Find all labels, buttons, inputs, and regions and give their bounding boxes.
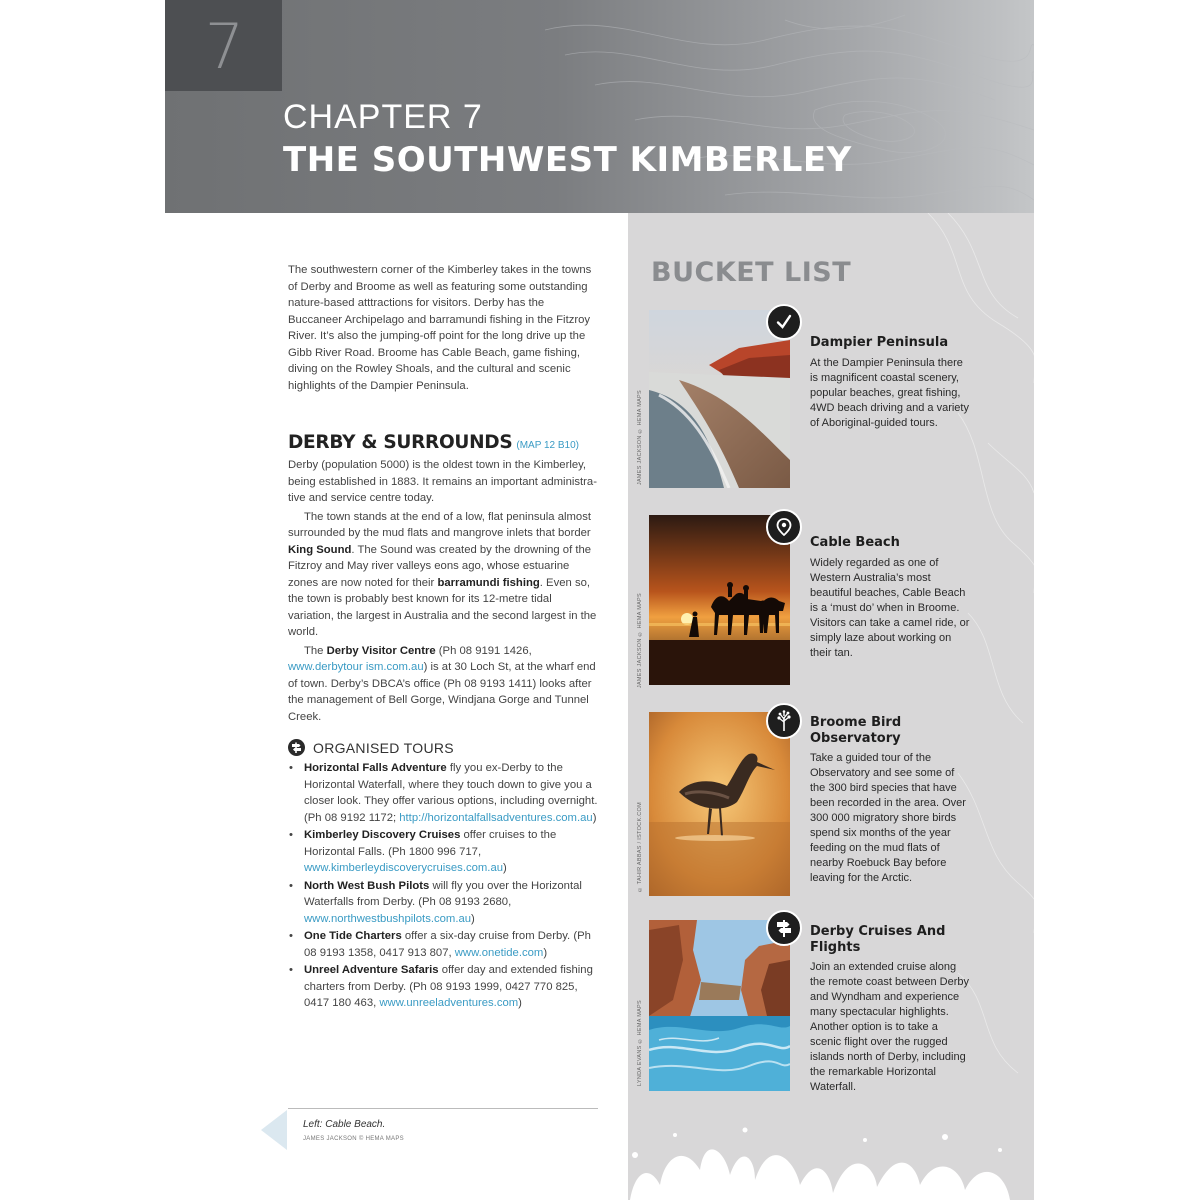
tour-link[interactable]: http://horizontalfallsadventures.com.au (399, 811, 593, 824)
caption-arrow-icon (261, 1110, 287, 1150)
tour-name: North West Bush Pilots (304, 879, 430, 892)
bold-term-king-sound: King Sound (288, 543, 352, 556)
tour-text: fly you ex-Derby to the Horizontal Waterfall, where they touch down to give you a closer look. They offer various options, including overnight. (Ph 08 9192 1172; (304, 762, 598, 824)
list-item (288, 878, 600, 928)
section-title: DERBY & SURROUNDS (288, 432, 513, 453)
check-icon (766, 304, 802, 340)
bucket-item-text (810, 335, 970, 431)
tours-title: ORGANISED TOURS (313, 739, 454, 756)
tour-link[interactable]: www.onetide.com (454, 946, 544, 959)
text-run: . The Sound was created by the drowning of the Fitzroy and May river valleys eons ago, whose estuarine zones are now noted for their (288, 543, 592, 589)
photo-credit: JAMES JACKSON © HEMA MAPS (303, 1136, 404, 1142)
book-page (165, 0, 1034, 1200)
bucket-item-title: Dampier Peninsula (810, 335, 949, 350)
bucket-item-title: Broome Bird Observatory (810, 715, 902, 746)
bucket-item-cable-beach (637, 515, 1034, 689)
bucket-item-text (810, 715, 970, 886)
tour-text: offer a six-day cruise from Derby. (Ph 08 9193 1358, 0417 913 807, (304, 930, 591, 959)
dampier-photo (649, 310, 790, 488)
tour-text: will fly you over the Horizontal Waterfalls from Derby. (Ph 08 9193 2680, (304, 879, 582, 908)
bucket-item-text (810, 924, 970, 1095)
tour-name: Kimberley Discovery Cruises (304, 829, 461, 841)
cable-beach-photo (649, 515, 790, 685)
bucket-item-bird-observatory (637, 712, 1034, 897)
bird-photo (649, 712, 790, 896)
bucket-item-derby-cruises (637, 920, 1034, 1093)
text-run: . Even so, the town is probably best known for its 12-metre tidal variation, the largest in Australia and the second largest in the world. (288, 576, 597, 638)
tour-text-end: ) (543, 946, 548, 959)
map-reference: (MAP 12 B10) (516, 440, 580, 451)
bucket-item-description: Join an extended cruise along the remote coast between Derby and Wyndham and experience many spectacular highlights. Another option is to take a scenic flight over the rugged islands north of Derby, including the remarkable Horizontal Waterfall. (810, 961, 969, 1093)
tour-name: Horizontal Falls Adventure (304, 762, 447, 774)
visitor-centre-link[interactable]: www.derbytour ism.com.au (288, 661, 424, 673)
tour-link[interactable]: www.kimberleydiscoverycruises.com.au (304, 862, 504, 874)
text-run: ) is at 30 Loch St, at the wharf end of town. Derby’s DBCA’s office (Ph 08 9193 1411) looks after the management of Bell Gorge, Windjana Gorge and Tunnel Creek. (288, 661, 596, 723)
bucket-item-description: Take a guided tour of the Observatory and see some of the 300 bird species that have been recorded in the area. Over 300 000 migratory shore birds spend six months of the year feeding on the mud flats of nearby Roebuck Bay before leaving for the Arctic. (810, 752, 966, 884)
tour-text: offer day and extended fishing charters from Derby. (Ph 08 9193 1999, 0427 770 825, 0417 180 463, (304, 964, 593, 1009)
location-pin-icon (766, 509, 802, 545)
tour-text-end: ) (503, 862, 507, 874)
signpost-icon (288, 739, 305, 756)
bucket-item-dampier (637, 310, 1034, 490)
tour-name: One Tide Charters (304, 930, 402, 942)
bucket-list-sidebar (628, 213, 1034, 1200)
bucket-item-title: Cable Beach (810, 535, 900, 550)
chapter-number: 7 (204, 10, 243, 83)
tour-link[interactable]: www.unreeladventures.com (379, 997, 519, 1009)
ink-splash-decoration (605, 1075, 1034, 1200)
tour-link[interactable]: www.northwestbushpilots.com.au (304, 912, 472, 925)
tour-text: offer cruises to the Horizontal Falls. (Ph 1800 996 717, (304, 829, 557, 858)
tour-text-end: ) (518, 997, 522, 1009)
chapter-header (165, 0, 1034, 213)
text-run: The town stands at the end of a low, flat peninsula almost surrounded by the mud flats and mangrove inlets that border (288, 510, 591, 539)
bucket-list-title: BUCKET LIST (651, 257, 852, 288)
caption-divider (288, 1108, 598, 1109)
tour-name: Unreel Adventure Safaris (304, 964, 439, 976)
list-item (288, 962, 600, 1012)
list-item (288, 760, 600, 826)
chapter-number-box (165, 0, 282, 91)
tours-list (288, 760, 600, 1012)
tour-text-end: ) (471, 912, 475, 925)
body-paragraph-2 (288, 509, 600, 641)
bucket-item-text (810, 535, 970, 661)
photo-credit: JAMES JACKSON © HEMA MAPS (637, 390, 643, 486)
body-paragraph-3 (288, 643, 600, 726)
photo-credit: JAMES JACKSON © HEMA MAPS (637, 593, 643, 689)
bucket-item-description: At the Dampier Peninsula there is magnificent coastal scenery, popular beaches, great fishing, 4WD beach driving and a variety of Aboriginal-guided tours. (810, 356, 969, 429)
chapter-title: THE SOUTHWEST KIMBERLEY (283, 140, 852, 180)
tours-heading (288, 739, 600, 756)
derby-cruises-photo (649, 920, 790, 1091)
list-item (288, 827, 600, 877)
main-column (288, 262, 600, 1013)
section-heading (288, 432, 600, 453)
bold-term-visitor-centre: Derby Visitor Centre (326, 644, 436, 657)
photo-credit: © TAHIR ABBAS / ISTOCK.COM (637, 802, 643, 893)
bucket-item-description: Widely regarded as one of Western Australia’s most beautiful beaches, Cable Beach is a ‘must do’ when in Broome. Visitors can take a camel ride, or simply laze about working on their tan. (810, 556, 970, 659)
tour-text-end: ) (592, 811, 597, 824)
photo-caption: Left: Cable Beach. (303, 1119, 386, 1130)
text-run: (Ph 08 9191 1426, (435, 644, 532, 657)
text-run: The (304, 644, 327, 657)
list-item (288, 928, 600, 961)
signpost-icon (766, 910, 802, 946)
tree-icon (766, 703, 802, 739)
intro-paragraph: The southwestern corner of the Kimberley takes in the towns of Derby and Broome as well as featuring some outstanding nature-based atttractions for visitors. Derby has the Buccaneer Archipelago and barramundi fishing in the Fitzroy River. It’s also the jumping-off point for the long drive up the Gibb River Road. Broome has Cable Beach, game fishing, diving on the Rowley Shoals, and the cultural and scenic highlights of the Dampier Peninsula. (288, 264, 592, 392)
bold-term-barramundi: barramundi fishing (437, 576, 540, 589)
chapter-label: CHAPTER 7 (283, 98, 483, 136)
bucket-item-title: Derby Cruises And Flights (810, 924, 946, 955)
photo-credit: LYNDA EVANS © HEMA MAPS (637, 1000, 643, 1087)
body-paragraph-1: Derby (population 5000) is the oldest town in the Kimberley, being established in 1883. It remains an important administrative and service centre today. (288, 459, 597, 504)
